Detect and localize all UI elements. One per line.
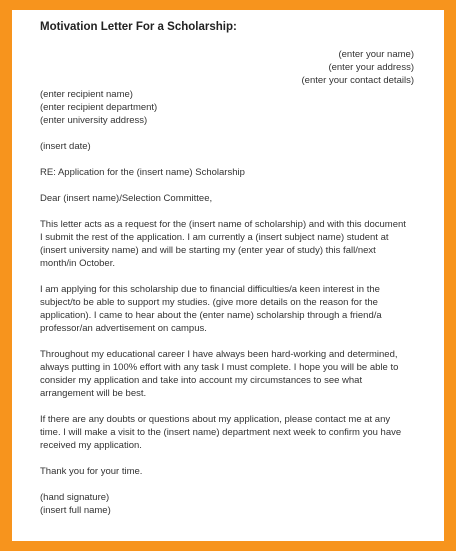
body-paragraph-1 [40, 218, 414, 270]
paragraph-line: arrangement will be best. [40, 388, 147, 399]
recipient-address-block [40, 88, 414, 127]
sender-address-block [40, 48, 414, 87]
paragraph-line: I submit the rest of the application. I am currently a (insert subject name) student at [40, 232, 389, 243]
paragraph-line: always putting in 100% effort with any task I must complete. I hope you will be able to [40, 362, 399, 373]
body-paragraph-3 [40, 348, 414, 400]
paragraph-line: I am applying for this scholarship due to financial difficulties/a keen interest in the [40, 284, 380, 295]
paragraph-line: professor/an advertisement on campus. [40, 323, 207, 334]
paragraph-line: time. I will make a visit to the (insert name) department next week to confirm you have [40, 427, 402, 438]
body-paragraph-2 [40, 283, 414, 335]
hand-signature: (hand signature) [40, 492, 110, 503]
paragraph-line: consider my application and take into account my circumstances to see what [40, 375, 363, 386]
recipient-name: (enter recipient name) [40, 89, 133, 100]
letter-closing: Thank you for your time. [40, 466, 143, 477]
full-name: (insert full name) [40, 505, 111, 516]
letter-subject: RE: Application for the (insert name) Scholarship [40, 167, 245, 178]
body-paragraph-4 [40, 413, 414, 452]
paragraph-line: This letter acts as a request for the (insert name of scholarship) and with this document [40, 219, 406, 230]
recipient-address: (enter university address) [40, 115, 148, 126]
recipient-department: (enter recipient department) [40, 102, 158, 113]
paragraph-line: received my application. [40, 440, 142, 451]
sender-address: (enter your address) [328, 62, 414, 73]
paragraph-line: application). I came to hear about the (enter name) scholarship through a friend/a [40, 310, 382, 321]
paragraph-line: month/in October. [40, 258, 115, 269]
paragraph-line: (insert university name) and will be starting my (enter year of study) this fall/next [40, 245, 376, 256]
letter-title: Motivation Letter For a Scholarship: [40, 21, 237, 33]
letter-date: (insert date) [40, 141, 91, 152]
sender-contact: (enter your contact details) [301, 75, 414, 86]
signature-block [40, 491, 414, 517]
paragraph-line: Throughout my educational career I have always been hard-working and determined, [40, 349, 398, 360]
paragraph-line: subject/to be able to support my studies. (give more details on the reason for the [40, 297, 378, 308]
paragraph-line: If there are any doubts or questions about my application, please contact me at any [40, 414, 391, 425]
sender-name: (enter your name) [338, 49, 414, 60]
letter-page [12, 10, 444, 541]
letter-salutation: Dear (insert name)/Selection Committee, [40, 193, 213, 204]
